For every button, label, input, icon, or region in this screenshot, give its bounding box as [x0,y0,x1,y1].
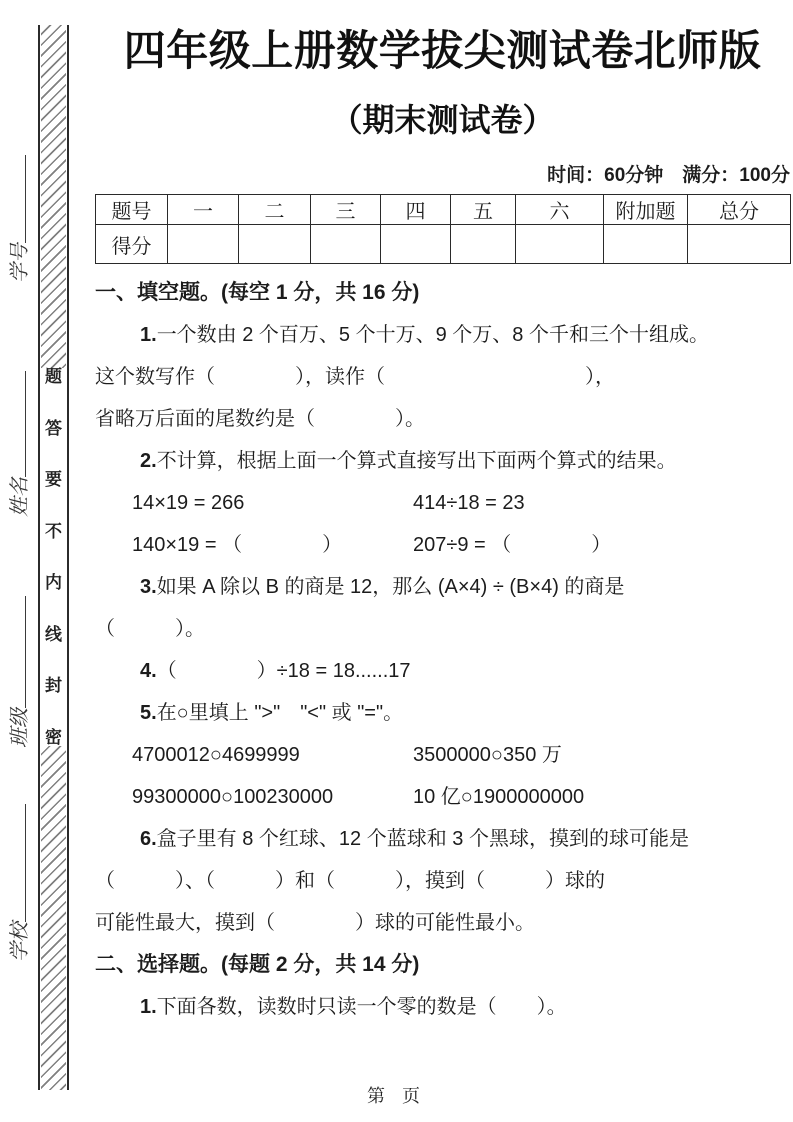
comparison-pair-line [95,734,790,776]
seal-text-char: 封 [45,676,62,696]
score-header-cell: 三 [311,195,381,225]
question-continuation: （ ）。 [95,618,205,640]
score-header-cell: 二 [239,195,311,225]
score-header-cell: 附加题 [604,195,688,225]
question-text: （ ）÷18 = 18......17 [156,660,411,682]
question-number: 1. [140,996,157,1018]
student-name-label: 姓名 [9,477,31,517]
class-label: 班级 [9,708,31,748]
seal-text-char: 题 [45,367,62,386]
student-id-field [8,155,32,283]
seal-text-column [40,368,67,746]
exam-content [95,20,790,1028]
question-line [95,566,790,608]
score-cell-empty [604,225,688,264]
score-header-cell: 六 [516,195,604,225]
comparison-left: 4700012○4699999 [132,744,300,766]
question-text: 盒子里有 8 个红球、12 个蓝球和 3 个黑球，摸到的球可能是 [156,828,689,850]
school-label: 学校 [9,922,31,962]
seal-text-char: 要 [45,470,62,490]
score-row-label: 得分 [96,225,168,264]
question-number: 4. [140,660,157,682]
question-line [95,440,790,482]
seal-text-char: 内 [45,573,62,593]
question-text: 下面各数，读数时只读一个零的数是（ ）。 [156,996,567,1018]
score-header-cell: 四 [381,195,451,225]
seal-line-right [67,25,69,1090]
score-header-cell: 五 [451,195,516,225]
score-cell-empty [688,225,791,264]
section-heading-multiple-choice: 二、选择题。(每题 2 分，共 14 分) [95,953,420,976]
score-table-header-row [96,195,791,225]
equation-right: 207÷9 = （ ） [413,534,612,556]
page-subtitle: （期末测试卷） [330,102,555,138]
score-cell-empty [239,225,311,264]
score-cell-empty [168,225,239,264]
comparison-pair-line [95,776,790,818]
score-cell-empty [311,225,381,264]
section-heading-fill-blanks: 一、填空题。(每空 1 分，共 16 分) [95,281,420,304]
class-blank-line [10,596,26,708]
equation-right: 414÷18 = 23 [413,492,525,514]
seal-text-char: 答 [45,418,62,438]
question-number: 1. [140,324,157,346]
page-title: 四年级上册数学拔尖测试卷北师版 [123,27,762,74]
school-blank-line [10,804,26,922]
seal-text-char: 线 [45,624,62,644]
question-text: 一个数由 2 个百万、5 个十万、9 个万、8 个千和三个十组成。 [156,324,709,346]
score-header-cell: 题号 [96,195,168,225]
score-table-score-row [96,225,791,264]
question-continuation: （ ）、（ ）和（ ），摸到（ ）球的 [95,870,605,892]
student-id-label: 学号 [9,243,31,283]
score-cell-empty [516,225,604,264]
question-number: 2. [140,450,157,472]
question-line [95,692,790,734]
seal-text-char: 密 [45,727,62,747]
score-header-cell: 一 [168,195,239,225]
score-cell-empty [451,225,516,264]
equation-left: 140×19 = （ ） [132,534,343,556]
score-header-cell: 总分 [688,195,791,225]
equation-pair-line [95,482,790,524]
comparison-right: 3500000○350 万 [413,744,562,766]
question-text: 如果 A 除以 B 的商是 12，那么 (A×4) ÷ (B×4) 的商是 [156,576,625,598]
question-text: 在○里填上 ">" "<" 或 "="。 [156,702,404,724]
question-continuation: 这个数写作（ ），读作（ ）， [95,366,615,388]
class-field [8,596,32,748]
question-number: 6. [140,828,157,850]
score-table [95,194,791,264]
score-cell-empty [381,225,451,264]
seal-text-char: 不 [45,521,62,541]
footer-page-number: 第 页 [366,1086,426,1106]
question-line [95,650,790,692]
question-line [95,314,790,356]
comparison-left: 99300000○100230000 [132,786,334,808]
question-line [95,986,790,1028]
question-number: 5. [140,702,157,724]
comparison-right: 10 亿○1900000000 [413,786,585,808]
question-text: 不计算，根据上面一个算式直接写出下面两个算式的结果。 [156,450,677,472]
school-field [8,804,32,962]
question-continuation: 省略万后面的尾数约是（ ）。 [95,408,425,430]
question-line [95,818,790,860]
equation-pair-line [95,524,790,566]
question-area [95,272,790,1028]
student-id-blank-line [10,155,26,243]
equation-left: 14×19 = 266 [132,492,245,514]
question-number: 3. [140,576,157,598]
student-name-field [8,371,32,517]
question-continuation: 可能性最大，摸到（ ）球的可能性最小。 [95,912,535,934]
student-name-blank-line [10,371,26,477]
exam-meta: 时间：60分钟 满分：100分 [547,165,790,186]
